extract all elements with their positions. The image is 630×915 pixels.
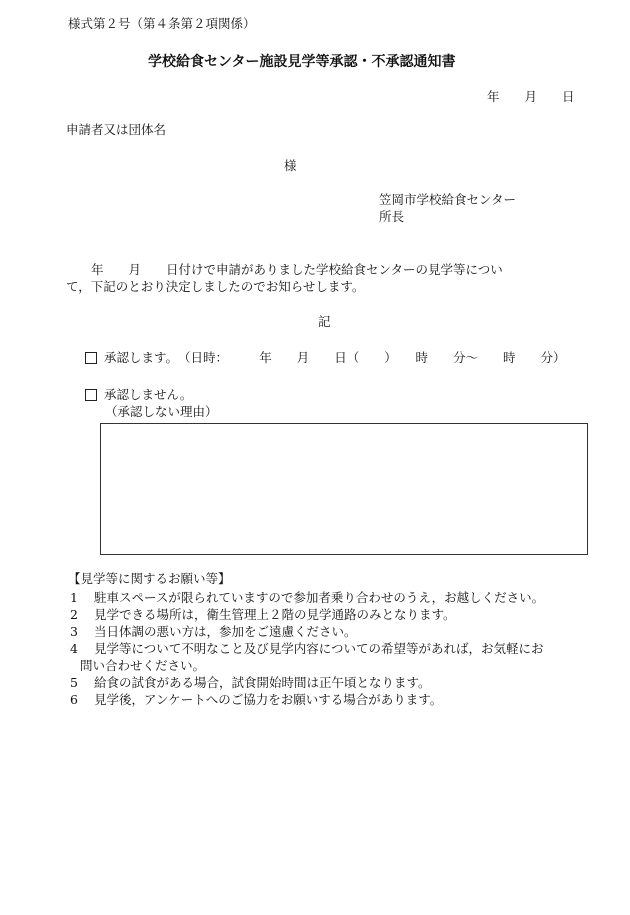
applicant-label: 申請者又は団体名 (66, 122, 167, 137)
honorific: 様 (284, 158, 297, 173)
issuer-org: 笠岡市学校給食センター (379, 192, 517, 207)
request-num: 6 (70, 692, 78, 707)
request-num: 5 (70, 675, 78, 690)
reject-reason-box[interactable] (100, 423, 588, 555)
date-line: 年 月 日 (487, 89, 575, 104)
body-line-2: て，下記のとおり決定しましたのでお知らせします。 (66, 279, 365, 294)
approve-datetime: （日時： 年 月 日（ ） 時 分～ 時 分） (178, 350, 566, 365)
reject-label: 承認しません。 (104, 387, 193, 402)
requests-heading: 【見学等に関するお願い等】 (68, 571, 231, 586)
request-text: 見学等について不明なこと及び見学内容についての希望等があれば，お気軽にお (94, 641, 544, 656)
body-line-1: 年 月 日付けで申請がありました学校給食センターの見学等につい (66, 262, 503, 277)
approve-label: 承認します。 (104, 350, 179, 365)
document-title: 学校給食センター施設見学等承認・不承認通知書 (148, 54, 456, 70)
request-num: 2 (70, 607, 78, 622)
request-text: 見学後，アンケートへのご協力をお願いする場合があります。 (94, 692, 443, 707)
ki-label: 記 (318, 314, 331, 329)
form-number: 様式第２号（第４条第２項関係） (68, 16, 256, 31)
request-text: 給食の試食がある場合，試食開始時間は正午頃となります。 (94, 675, 431, 690)
issuer-title: 所長 (379, 209, 405, 224)
request-text: 駐車スペースが限られていますので参加者乗り合わせのうえ，お越しください。 (94, 590, 545, 605)
reject-checkbox[interactable] (85, 389, 97, 401)
request-text: 当日体調の悪い方は，参加をご遠慮ください。 (94, 624, 357, 639)
request-text-continuation: 問い合わせください。 (80, 658, 206, 673)
approve-checkbox[interactable] (85, 352, 97, 364)
request-num: 1 (70, 590, 78, 605)
request-text: 見学できる場所は，衛生管理上２階の見学通路のみとなります。 (94, 607, 456, 622)
reject-reason-label: （承認しない理由） (105, 404, 218, 419)
request-num: 4 (70, 641, 78, 656)
request-num: 3 (70, 624, 78, 639)
